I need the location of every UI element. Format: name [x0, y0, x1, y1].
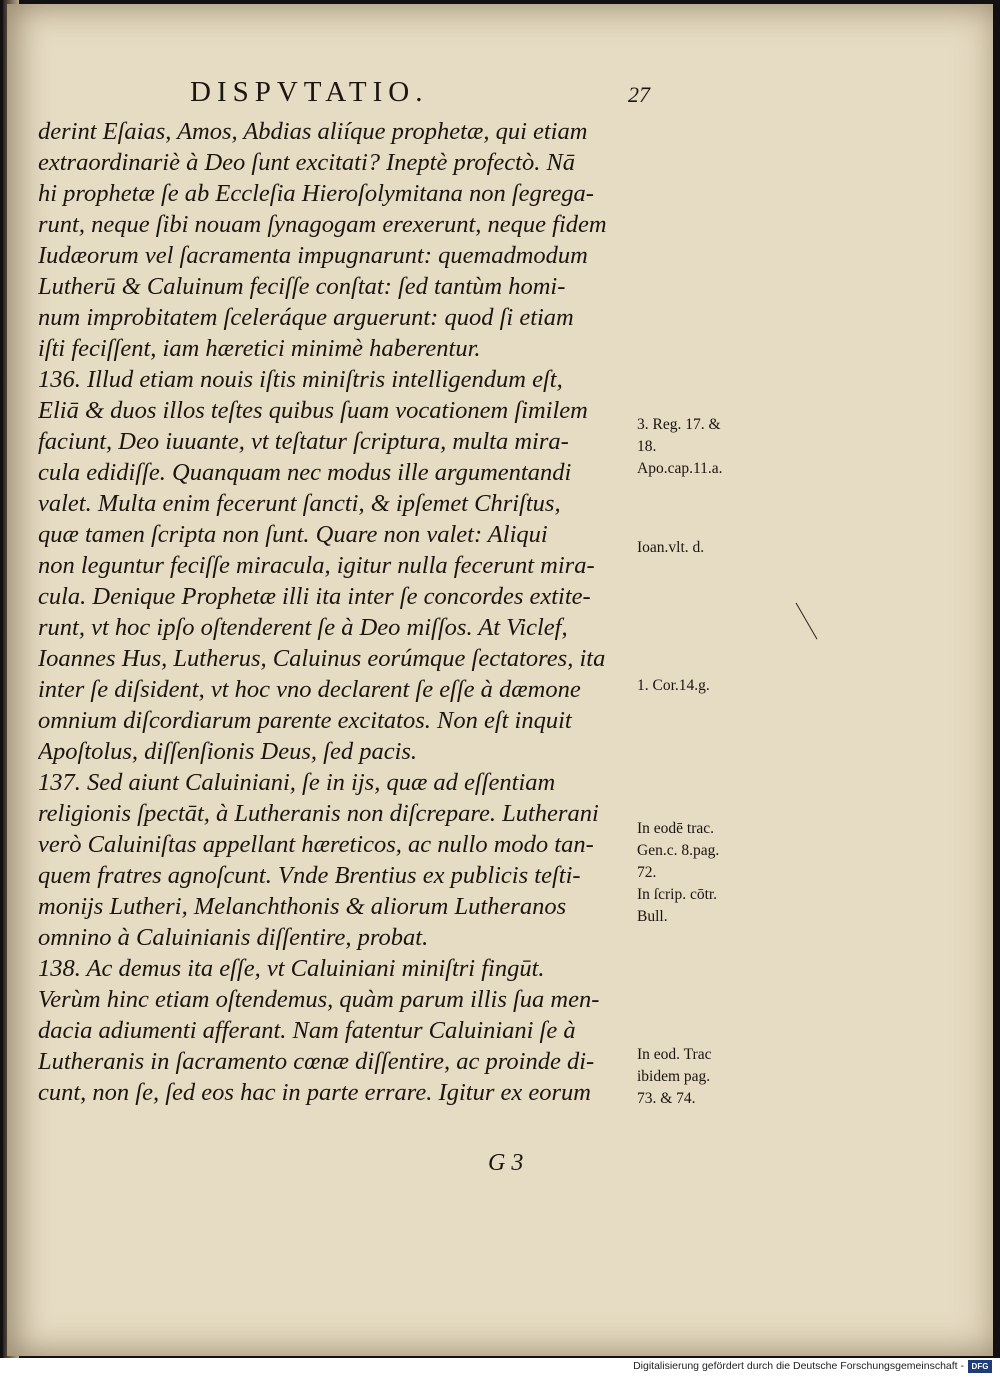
text-line: hi prophetæ ſe ab Eccleſia Hieroſolymitana non ſegrega- [38, 180, 594, 207]
text-line: 138. Ac demus ita eſſe, vt Caluiniani miniſtri fingūt. [38, 955, 545, 982]
text-line: 137. Sed aiunt Caluiniani, ſe in ijs, quæ ad eſſentiam [38, 769, 556, 796]
text-line: Lutherū & Caluinum feciſſe conſtat: ſed tantùm homi- [38, 273, 566, 300]
body-text [38, 116, 634, 1108]
text-line: runt, vt hoc ipſo oſtenderent ſe à Deo miſſos. At Viclef, [38, 614, 568, 641]
marginal-note-line: 18. [637, 438, 657, 455]
marginal-note-line: Bull. [637, 908, 668, 925]
text-line: iſti feciſſent, iam hæretici minimè haberentur. [38, 335, 481, 362]
marginal-note [637, 537, 704, 559]
running-title: DISPVTATIO. [190, 76, 429, 108]
text-line: cunt, non ſe, ſed eos hac in parte errare. Igitur ex eorum [38, 1079, 591, 1106]
marginal-note-line: Apo.cap.11.a. [637, 460, 723, 477]
digitization-credit: Digitalisierung gefördert durch die Deutsche Forschungsgemeinschaft - [633, 1360, 964, 1372]
text-line: religionis ſpectāt, à Lutheranis non diſcrepare. Lutherani [38, 800, 599, 827]
text-line: omnium diſcordiarum parente excitatos. Non eſt inquit [38, 707, 572, 734]
marginal-note-line: 1. Cor.14.g. [637, 677, 710, 694]
text-line: Ioannes Hus, Lutherus, Caluinus eorúmque ſectatores, ita [38, 645, 606, 672]
page-number: 27 [628, 82, 650, 107]
marginal-note-line: In eod. Trac [637, 1046, 712, 1063]
text-line: faciunt, Deo iuuante, vt teſtatur ſcriptura, multa mira- [38, 428, 569, 455]
marginal-note-line: 3. Reg. 17. & [637, 416, 721, 433]
marginal-note [637, 818, 719, 928]
page-header [190, 76, 650, 116]
dfg-logo: DFG [968, 1360, 992, 1373]
marginal-note [637, 675, 710, 697]
text-line: verò Caluiniſtas appellant hæreticos, ac nullo modo tan- [38, 831, 594, 858]
text-line: quæ tamen ſcripta non ſunt. Quare non valet: Aliqui [38, 521, 548, 548]
marginal-note [637, 1044, 711, 1110]
marginal-note [637, 414, 723, 480]
marginal-note-line: In eodē trac. [637, 820, 715, 837]
text-line: num improbitatem ſceleráque arguerunt: quod ſi etiam [38, 304, 574, 331]
text-line: extraordinariè à Deo ſunt excitati? Ineptè profectò. Nā [38, 149, 576, 176]
text-line: non leguntur feciſſe miracula, igitur nulla fecerunt mira- [38, 552, 595, 579]
marginal-note-line: ibidem pag. [637, 1068, 711, 1085]
signature-mark: G 3 [488, 1150, 524, 1176]
marginal-note-line: 72. [637, 864, 657, 881]
text-line: cula. Denique Prophetæ illi ita inter ſe concordes extite- [38, 583, 591, 610]
marginal-note-line: Gen.c. 8.pag. [637, 842, 720, 859]
text-line: 136. Illud etiam nouis iſtis miniſtris intelligendum eſt, [38, 366, 563, 393]
text-line: Eliā & duos illos teſtes quibus ſuam vocationem ſimilem [38, 397, 588, 424]
text-line: Iudæorum vel ſacramenta impugnarunt: quemadmodum [38, 242, 588, 269]
text-line: dacia adiumenti afferant. Nam fatentur Caluiniani ſe à [38, 1017, 576, 1044]
text-line: runt, neque ſibi nouam ſynagogam erexerunt, neque fidem [38, 211, 607, 238]
text-line: valet. Multa enim fecerunt ſancti, & ipſemet Chriſtus, [38, 490, 561, 517]
text-line: omnino à Caluinianis diſſentire, probat. [38, 924, 429, 951]
marginal-note-line: Ioan.vlt. d. [637, 539, 705, 556]
text-line: Lutheranis in ſacramento cœnæ diſſentire, ac proinde di- [38, 1048, 595, 1075]
text-line: derint Eſaias, Amos, Abdias aliíque prophetæ, qui etiam [38, 118, 588, 145]
text-line: cula edidiſſe. Quanquam nec modus ille argumentandi [38, 459, 572, 486]
text-line: Verùm hinc etiam oſtendemus, quàm parum illis ſua men- [38, 986, 600, 1013]
text-line: monijs Lutheri, Melanchthonis & aliorum Lutheranos [38, 893, 567, 920]
marginal-note-line: In ſcrip. cōtr. [637, 886, 718, 903]
text-line: inter ſe diſsident, vt hoc vno declarent ſe eſſe à dæmone [38, 676, 581, 703]
text-line: Apoſtolus, diſſenſionis Deus, ſed pacis. [38, 738, 418, 765]
text-line: quem fratres agnoſcunt. Vnde Brentius ex publicis teſti- [38, 862, 581, 889]
marginal-note-line: 73. & 74. [637, 1090, 696, 1107]
